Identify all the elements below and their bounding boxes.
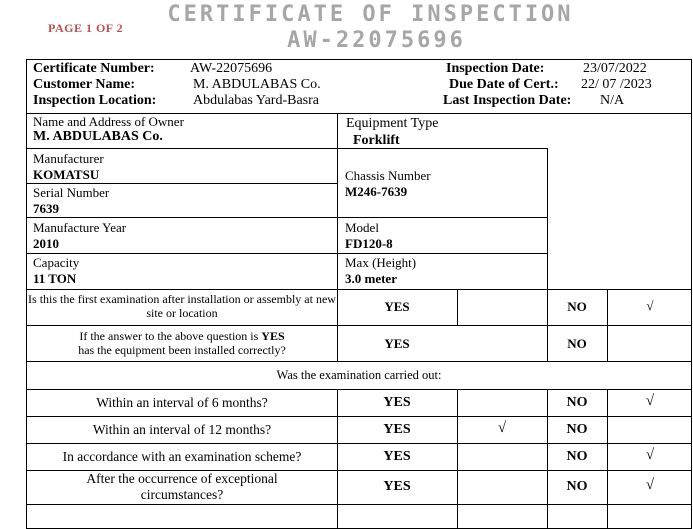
first-exam-question: Is this the first examination after installation or assembly at new site or location <box>28 292 336 320</box>
equipment-type-value: Forklift <box>353 133 400 148</box>
exceptional-yes: YES <box>383 479 411 494</box>
six-month-question: Within an interval of 6 months? <box>96 395 268 410</box>
exam-scheme-question: In accordance with an examination scheme? <box>62 449 302 464</box>
installed-correctly-question: If the answer to the above question is YES has the equipment been installed correctly? <box>78 329 286 357</box>
certificate-table <box>26 59 692 529</box>
inspection-date-value: 23/07/2022 <box>583 61 647 76</box>
model-value: FD120-8 <box>345 236 393 251</box>
six-month-no: NO <box>566 395 588 410</box>
exam-scheme-no: NO <box>566 449 588 464</box>
six-month-yes: YES <box>383 395 411 410</box>
last-inspection-label: Last Inspection Date: <box>443 93 572 108</box>
six-month-no-check: √ <box>645 393 655 409</box>
installed-no: NO <box>567 336 587 351</box>
cert-no-value: AW-22075696 <box>190 61 273 76</box>
twelve-month-yes: YES <box>383 422 411 437</box>
twelve-month-no: NO <box>566 422 588 437</box>
first-exam-yes: YES <box>384 299 410 314</box>
serial-label: Serial Number <box>33 185 110 200</box>
capacity-label: Capacity <box>33 255 80 270</box>
due-date-label: Due Date of Cert.: <box>449 77 559 92</box>
exceptional-no-check: √ <box>645 477 655 493</box>
first-exam-no: NO <box>567 299 587 314</box>
customer-value: M. ABDULABAS Co. <box>193 77 321 92</box>
chassis-value: M246-7639 <box>345 184 408 199</box>
twelve-month-question: Within an interval of 12 months? <box>92 422 272 437</box>
owner-label: Name and Address of Owner <box>33 114 184 129</box>
exam-scheme-no-check: √ <box>645 447 655 463</box>
capacity-value: 11 TON <box>33 271 77 286</box>
page-label: PAGE 1 OF 2 <box>48 21 124 35</box>
exceptional-question: After the occurrence of exceptional circumstances? <box>86 471 278 502</box>
last-inspection-value: N/A <box>600 93 625 108</box>
year-value: 2010 <box>33 236 59 251</box>
equipment-type-label: Equipment Type <box>346 116 439 131</box>
model-label: Model <box>345 220 379 235</box>
location-label: Inspection Location: <box>33 93 157 108</box>
certificate-code-title: AW-22075696 <box>287 28 466 53</box>
customer-label: Customer Name: <box>33 77 135 92</box>
installed-yes: YES <box>384 336 410 351</box>
twelve-month-yes-check: √ <box>497 420 507 436</box>
carried-out-heading: Was the examination carried out: <box>276 368 442 382</box>
due-date-value: 22/ 07 /2023 <box>581 77 652 92</box>
exceptional-no: NO <box>566 479 588 494</box>
max-height-value: 3.0 meter <box>345 271 397 286</box>
certificate-header <box>27 60 691 114</box>
manufacturer-label: Manufacturer <box>33 151 104 166</box>
chassis-label: Chassis Number <box>345 168 431 183</box>
location-value: Abdulabas Yard-Basra <box>193 93 319 108</box>
max-height-label: Max (Height) <box>345 255 417 270</box>
exam-scheme-yes: YES <box>383 449 411 464</box>
owner-value: M. ABDULABAS Co. <box>33 129 163 144</box>
serial-value: 7639 <box>33 201 59 216</box>
manufacturer-value: KOMATSU <box>33 167 100 182</box>
cert-no-label: Certificate Number: <box>33 61 155 76</box>
document-title: CERTIFICATE OF INSPECTION <box>167 2 574 27</box>
first-exam-no-check: √ <box>646 298 654 313</box>
inspection-date-label: Inspection Date: <box>446 61 545 76</box>
year-label: Manufacture Year <box>33 220 127 235</box>
